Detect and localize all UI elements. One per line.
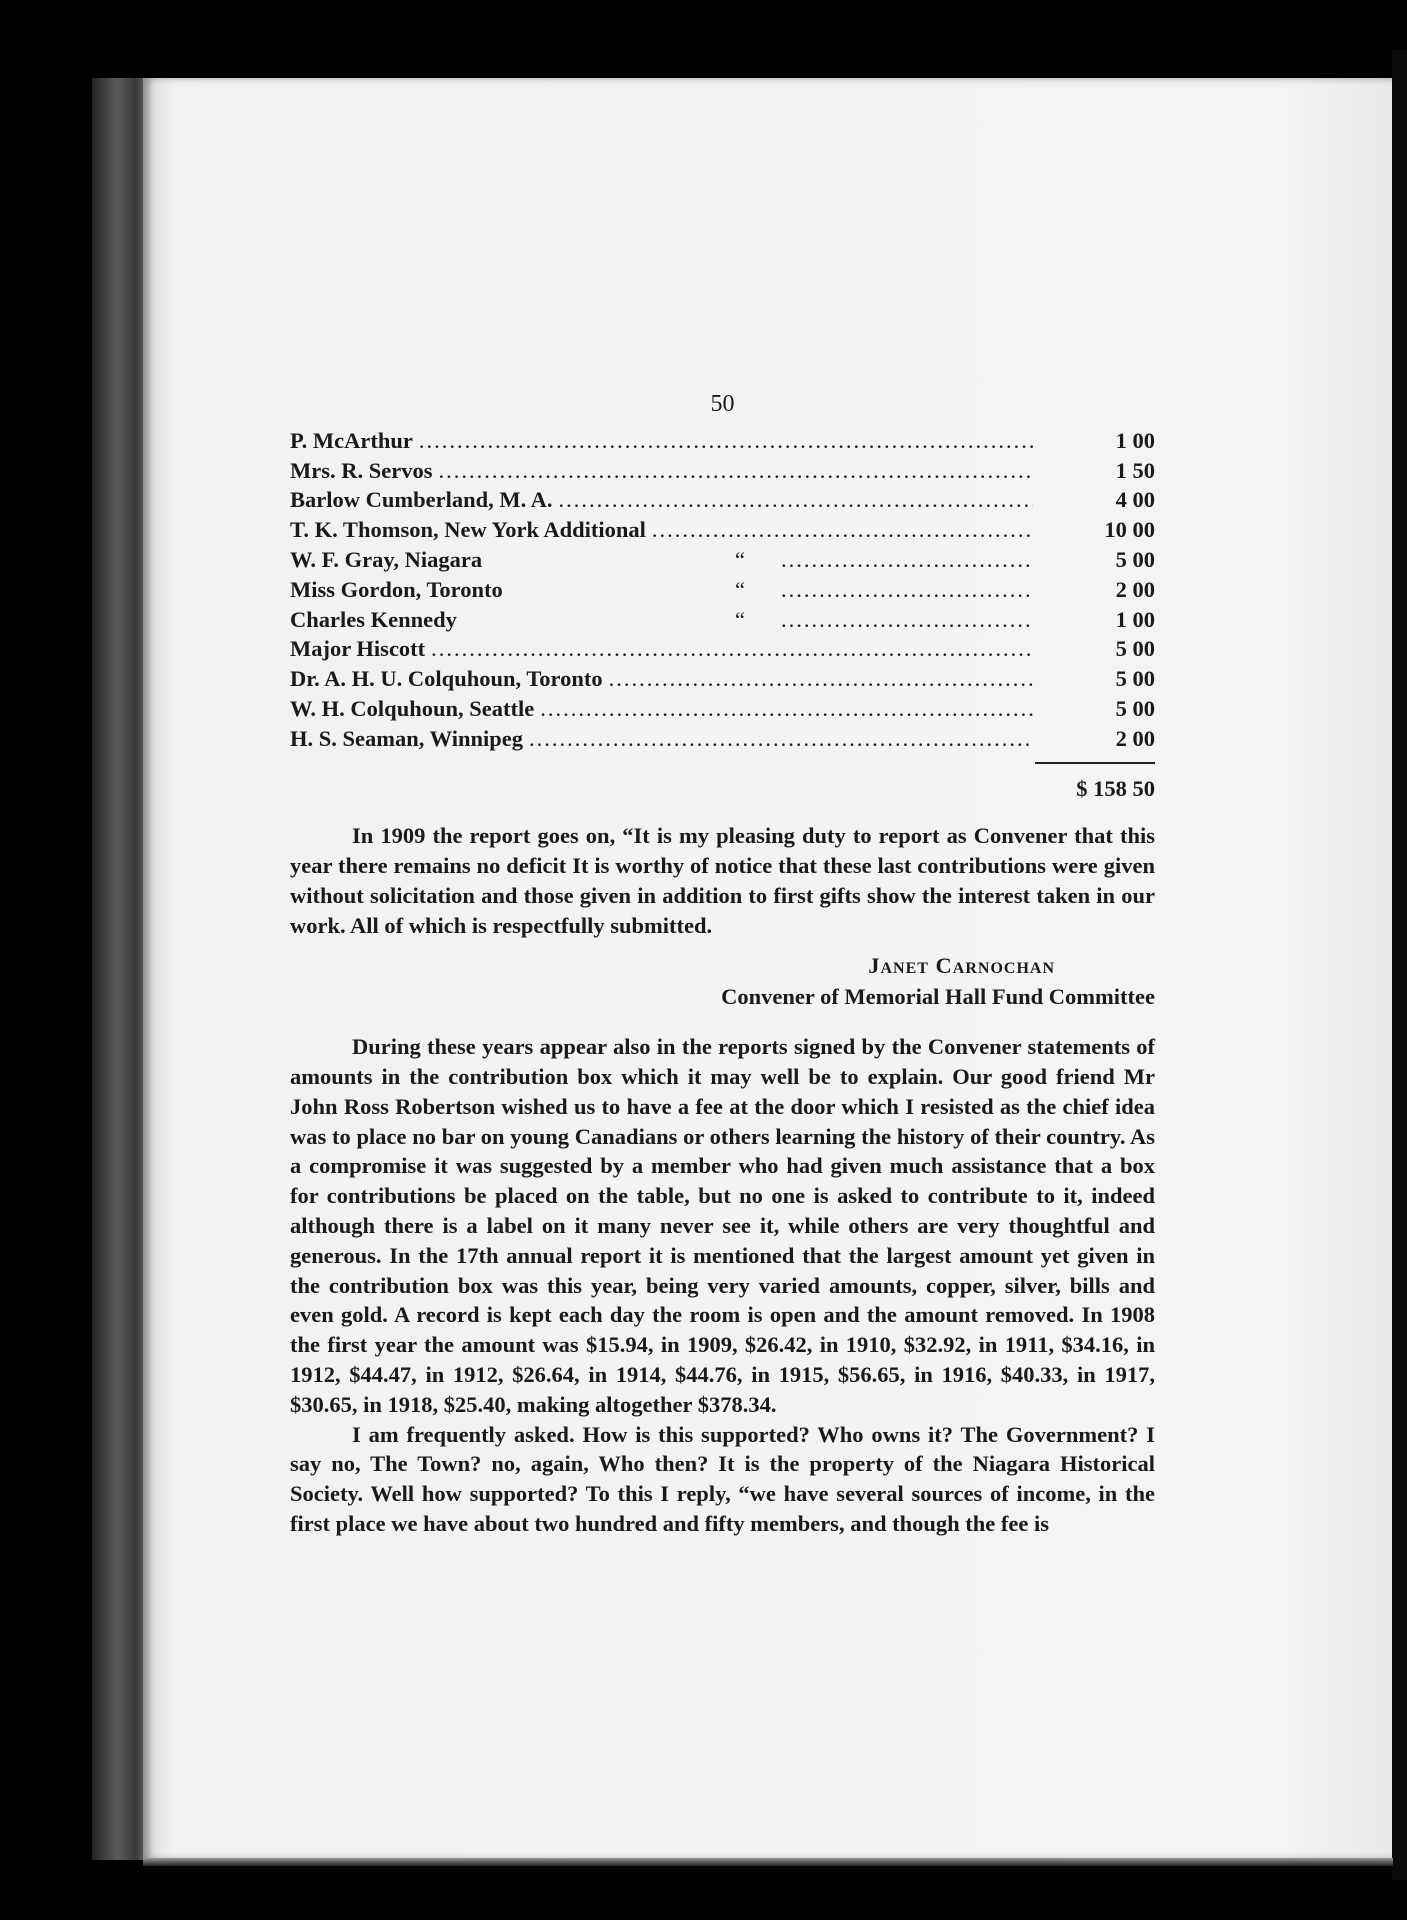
leader-dots bbox=[609, 664, 1033, 694]
leader-dots bbox=[438, 456, 1033, 486]
contributor-name: Major Hiscott bbox=[290, 636, 426, 662]
contribution-row bbox=[290, 545, 1155, 575]
contribution-amount: 5 00 bbox=[1115, 695, 1155, 721]
contribution-amount: 5 00 bbox=[1115, 666, 1155, 692]
total-rule bbox=[1035, 762, 1155, 764]
ditto-mark: “ bbox=[735, 576, 745, 602]
contributor-name: Dr. A. H. U. Colquhoun, Toronto bbox=[290, 666, 603, 692]
contribution-amount: 2 00 bbox=[1115, 576, 1155, 602]
contributor-name: Miss Gordon, Toronto bbox=[290, 576, 503, 602]
contribution-amount: 10 00 bbox=[1104, 517, 1155, 543]
contribution-row bbox=[290, 485, 1155, 515]
contribution-row bbox=[290, 515, 1155, 545]
contribution-amount: 2 00 bbox=[1115, 725, 1155, 751]
contributor-name: T. K. Thomson, New York Additional bbox=[290, 517, 646, 543]
ditto-mark: “ bbox=[735, 546, 745, 572]
contributor-name: H. S. Seaman, Winnipeg bbox=[290, 725, 523, 751]
paragraph-contribution-box: During these years appear also in the reports signed by the Convener statements of amounts in the contribution box which it may well be to explain. Our good friend Mr John Ross Robertson wished us to have a fee at the door which I resisted as the chief idea was to place no bar on young Canadians or others learning the history of their country. As a compromise it was suggested by a member who had given much assistance that a box for contributions be placed on the table, but no one is asked to contribute to it, indeed although there is a label on it many never see it, while others are very thoughtful and generous. In the 17th annual report it is mentioned that the largest amount yet given in the contribution box was this year, being very varied amounts, copper, silver, bills and even gold. A record is kept each day the room is open and the amount removed. In 1908 the first year the amount was $15.94, in 1909, $26.42, in 1910, $32.92, in 1911, $34.16, in 1912, $44.47, in 1912, $26.64, in 1914, $44.76, in 1915, $56.65, in 1916, $40.33, in 1917, $30.65, in 1918, $25.40, making altogether $378.34. bbox=[290, 1034, 1155, 1417]
contribution-row bbox=[290, 634, 1155, 664]
leader-dots bbox=[419, 426, 1033, 456]
contribution-amount: 5 00 bbox=[1115, 546, 1155, 572]
contribution-row bbox=[290, 456, 1155, 486]
paragraph-support: I am frequently asked. How is this supported? Who owns it? The Government? I say no, The Town? no, again, Who then? It is the property of the Niagara Historical Society. Well how supported? To this I reply, “we have several sources of income, in the first place we have about two hundred and fifty members, and though the fee is bbox=[290, 1421, 1155, 1536]
contributor-name: Barlow Cumberland, M. A. bbox=[290, 487, 553, 513]
contribution-list bbox=[290, 426, 1155, 754]
paragraph-report-1909: In 1909 the report goes on, “It is my pleasing duty to report as Convener that this year there remains no deficit It is worthy of notice that these last contributions were given without solicitation and those given in addition to first gifts show the interest taken in our work. All of which is respectfully submitted. bbox=[290, 823, 1155, 938]
leader-dots bbox=[781, 575, 1033, 605]
leader-dots bbox=[540, 694, 1033, 724]
page-bottom-edge bbox=[143, 1858, 1393, 1866]
contribution-row bbox=[290, 724, 1155, 754]
leader-dots bbox=[431, 634, 1033, 664]
contributor-name: Charles Kennedy bbox=[290, 606, 457, 632]
ditto-mark: “ bbox=[735, 606, 745, 632]
contribution-amount: 1 00 bbox=[1115, 606, 1155, 632]
contributor-name: Mrs. R. Servos bbox=[290, 457, 433, 483]
page-number: 50 bbox=[710, 391, 735, 417]
total-amount: $ 158 50 bbox=[1076, 775, 1155, 801]
contribution-amount: 1 00 bbox=[1115, 427, 1155, 453]
contributor-name: W. F. Gray, Niagara bbox=[290, 546, 483, 572]
microfilm-margin bbox=[92, 78, 147, 1860]
contribution-row bbox=[290, 694, 1155, 724]
leader-dots bbox=[529, 724, 1033, 754]
contributor-name: P. McArthur bbox=[290, 427, 413, 453]
leader-dots bbox=[652, 515, 1033, 545]
contribution-amount: 1 50 bbox=[1115, 457, 1155, 483]
contribution-amount: 4 00 bbox=[1115, 487, 1155, 513]
page-right-edge bbox=[1392, 50, 1407, 1880]
leader-dots bbox=[781, 545, 1033, 575]
contribution-row bbox=[290, 605, 1155, 635]
leader-dots bbox=[559, 485, 1033, 515]
contribution-amount: 5 00 bbox=[1115, 636, 1155, 662]
page-text bbox=[290, 390, 1155, 1539]
contribution-row bbox=[290, 664, 1155, 694]
signature-name: Janet Carnochan bbox=[868, 952, 1055, 978]
signature-title: Convener of Memorial Hall Fund Committee bbox=[721, 984, 1155, 1010]
leader-dots bbox=[781, 605, 1033, 635]
contributor-name: W. H. Colquhoun, Seattle bbox=[290, 695, 535, 721]
contribution-row bbox=[290, 575, 1155, 605]
contribution-row bbox=[290, 426, 1155, 456]
